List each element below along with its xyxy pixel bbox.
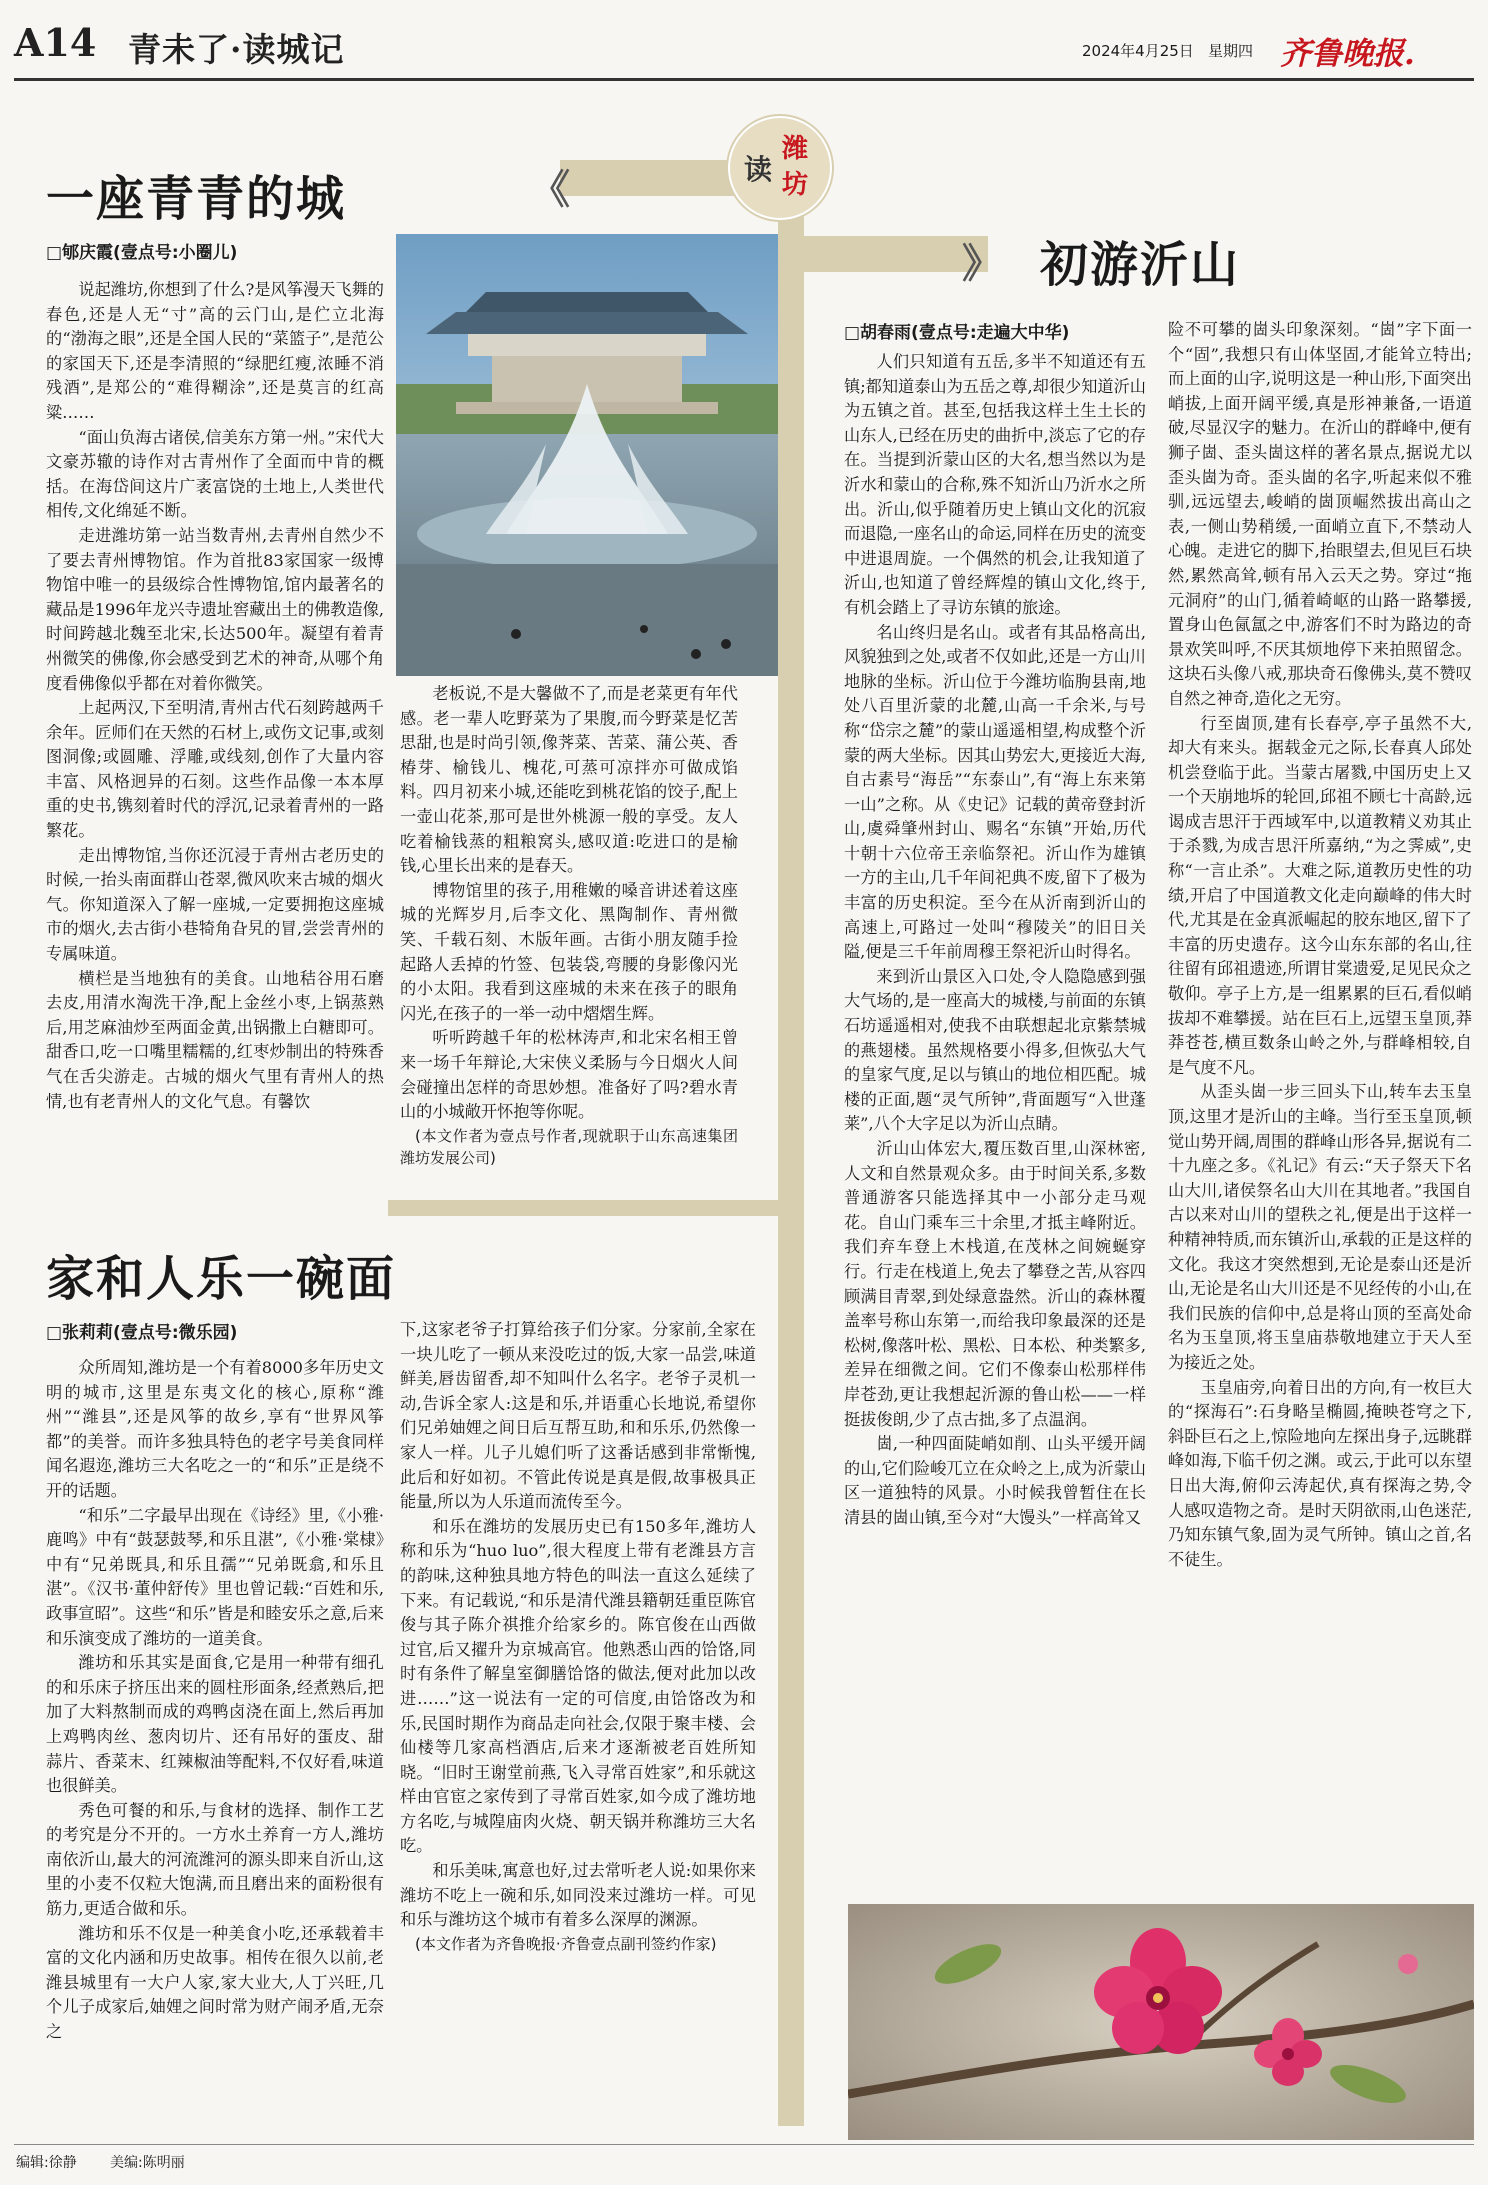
logo-text: 齐鲁晚报 <box>1280 36 1404 72</box>
gold-mid-bar <box>388 1200 804 1216</box>
gold-vertical-bar <box>778 196 804 2126</box>
article2-col1-p1: 众所周知,潍坊是一个有着8000多年历史文明的城市,这里是东夷文化的核心,原称“潍州”“潍县”,还是风筝的故乡,享有“世界风筝都”的美誉。而许多独具特色的老字号美食同样闻名遐迩,潍坊三大名吃之一的“和乐”正是绕不开的话题。 <box>46 1358 384 1500</box>
article3-col2-p2: 行至崮顶,建有长春亭,亭子虽然不大,却大有来头。据载金元之际,长春真人邱处机尝登临于此。当蒙古屠戮,中国历史上又一个天崩地坼的轮回,邱祖不顾七十高龄,远谒成吉思汗于西域军中,以道教精义劝其止于杀戮,为成吉思汗所嘉纳,“为之霁威”,史称“一言止杀”。大难之际,道教历史性的功绩,开启了中国道教文化走向巅峰的伟大时代,尤其是在金真派崛起的胶东地区,留下了丰富的历史遗存。这今山东东部的名山,往往留有邱祖遗迹,所谓甘棠遗爱,足见民众之敬仰。亭子上方,是一组累累的巨石,看似峭拔却不难攀援。站在巨石上,远望玉皇顶,莽莽苍苍,横亘数条山岭之外,与群峰相较,自是气度不凡。 <box>1168 713 1472 1077</box>
article2-byline: □张莉莉(壹点号:微乐园) <box>46 1323 238 1343</box>
article2-col2 <box>400 1318 756 1955</box>
badge-char-fang: 坊 <box>782 170 809 200</box>
article3-title: 初游沂山 <box>1040 237 1241 293</box>
article1-col1 <box>46 278 384 1114</box>
article2-col1-p5: 潍坊和乐不仅是一种美食小吃,还承载着丰富的文化内涵和历史故事。相传在很久以前,老潍县城里有一大户人家,家大业大,人丁兴旺,几个儿子成家后,妯娌之间时常为财产闹矛盾,无奈之 <box>46 1923 384 2042</box>
read-weifang-badge <box>728 116 832 220</box>
section-title: 青未了·读城记 <box>128 30 345 69</box>
article2-col1 <box>46 1356 384 2045</box>
footer-designer: 美编:陈明丽 <box>110 2155 185 2171</box>
badge-char-wei: 潍 <box>782 134 809 164</box>
article1-col1-p2: “面山负海古诸侯,信美东方第一州。”宋代大文豪苏辙的诗作对古青州作了全面而中肯的概括。在海岱间这片广袤富饶的土地上,人类世代相传,文化绵延不断。 <box>46 427 384 521</box>
article2-col1-p2: “和乐”二字最早出现在《诗经》里,《小雅·鹿鸣》中有“鼓瑟鼓琴,和乐且湛”,《小雅·棠棣》中有“兄弟既具,和乐且孺”“兄弟既翕,和乐且湛”。《汉书·董仲舒传》里也曾记载:“百姓和乐,政事宣昭”。这些“和乐”皆是和睦安乐之意,后来和乐演变成了潍坊的一道美食。 <box>46 1505 384 1648</box>
article1-col1-p5: 走出博物馆,当你还沉浸于青州古老历史的时候,一抬头南面群山苍翠,微风吹来古城的烟火气。你知道深入了解一座城,一定要拥抱这座城市的烟火,去古街小巷犄角旮旯的冒,尝尝青州的专属味道。 <box>46 845 384 964</box>
article3-col2-p4: 玉皇庙旁,向着日出的方向,有一枚巨大的“探海石”:石身略呈椭圆,掩映苍穹之下,斜卧巨石之上,惊险地向左探出身子,远眺群峰如海,下临千仞之渊。或云,于此可以东望日出大海,俯仰云涛起伏,真有探海之势,令人感叹造物之奇。是时天阴欲雨,山色迷茫,乃知东镇气象,固为灵气所钟。镇山之首,名不徒生。 <box>1168 1377 1472 1569</box>
article3-col1 <box>844 350 1146 1531</box>
article2-col1-p3: 潍坊和乐其实是面食,它是用一种带有细孔的和乐床子挤压出来的圆柱形面条,经煮熟后,把加了大料熬制而成的鸡鸭卤浇在面上,然后再加上鸡鸭肉丝、葱肉切片、还有吊好的蛋皮、甜蒜片、香菜末、红辣椒油等配料,不仅好看,味道也很鲜美。 <box>46 1653 384 1796</box>
article3-col1-p3: 来到沂山景区入口处,令人隐隐感到强大气场的,是一座高大的城楼,与前面的东镇石坊遥遥相对,使我不由联想起北京紫禁城的燕翅楼。虽然规格要小得多,但恢弘大气的皇家气度,足以与镇山的地位相匹配。城楼的正面,题“灵气所钟”,背面题写“入世蓬莱”,八个大字足以为沂山点睛。 <box>844 966 1146 1134</box>
article1-title: 一座青青的城 <box>46 171 347 227</box>
article3-col2 <box>1168 318 1472 1572</box>
article1-col1-p4: 上起两汉,下至明清,青州古代石刻跨越两千余年。匠师们在天然的石材上,或伤文记事,或刻图洞像;或圆雕、浮雕,或线刻,创作了大量内容丰富、风格迥异的石刻。这些作品像一本本厚重的史书,镌刻着时代的浮沉,记录着青州的一路繁花。 <box>46 698 384 841</box>
article3-col1-p2: 名山终归是名山。或者有其品格高出,风貌独到之处,或者不仅如此,还是一方山川地脉的坐标。沂山位于今潍坊临朐县南,地处八百里沂蒙的北麓,山高一千余米,与号称“岱宗之麓”的蒙山遥遥相望,构成整个沂蒙的两大坐标。因其山势宏大,更接近大海,自古素号“海岳”“东泰山”,有“海上东来第一山”之称。从《史记》记载的黄帝登封沂山,虞舜肇州封山、赐名“东镇”开始,历代十朝十六位帝王亲临祭祀。沂山作为雄镇一方的主山,几千年间祀典不废,留下了极为丰富的历史积淀。至今在从沂南到沂山的高速上,可路过一处叫“穆陵关”的旧日关隘,便是三千年前周穆王祭祀沂山时得名。 <box>844 622 1146 962</box>
article2-title: 家和人乐一碗面 <box>46 1251 397 1307</box>
article1-byline: □郇庆霞(壹点号:小圈儿) <box>46 243 238 263</box>
logo-dot: . <box>1404 36 1415 72</box>
article3-byline: □胡春雨(壹点号:走遍大中华) <box>844 323 1070 343</box>
article3-col1-p1: 人们只知道有五岳,多半不知道还有五镇;都知道泰山为五岳之尊,却很少知道沂山为五镇之首。甚至,包括我这样土生土长的山东人,已经在历史的曲折中,淡忘了它的存在。当提到沂蒙山区的大名,想当然以为是沂水和蒙山的合称,殊不知沂山乃沂水之所出。沂山,似乎随着历史上镇山文化的沉寂而退隐,一座名山的命运,同样在历史的流变中进退周旋。一个偶然的机会,让我知道了沂山,也知道了曾经辉煌的镇山文化,终于,有机会踏上了寻访东镇的旅途。 <box>844 352 1146 617</box>
article1-col1-p1: 说起潍坊,你想到了什么?是风筝漫天飞舞的春色,还是人无“寸”高的云门山,是伫立北海的“渤海之眼”,还是全国人民的“菜篮子”,是范公的家国天下,还是李清照的“绿肥红瘦,浓睡不消残酒”,是郑公的“难得糊涂”,还是莫言的红高粱…… <box>46 280 384 422</box>
article3-col1-p5: 崮,一种四面陡峭如削、山头平缓开阔的山,它们险峻兀立在众岭之上,成为沂蒙山区一道独特的风景。小时候我曾暂住在长清县的崮山镇,至今对“大馒头”一样高耸又 <box>844 1434 1146 1527</box>
article3-col2-p3: 从歪头崮一步三回头下山,转车去玉皇顶,这里才是沂山的主峰。当行至玉皇顶,顿觉山势开阔,周围的群峰山形各异,据说有二十九座之多。《礼记》有云:“天子祭天下名山大川,诸侯祭名山大川在其地者。”我国自古以来对山川的望秩之礼,便是出于这样一种精神特质,而东镇沂山,承载的正是这样的文化。我这才突然想到,无论是泰山还是沂山,无论是名山大川还是不见经传的小山,在我们民族的信仰中,总是将山顶的至高处命名为玉皇顶,将玉皇庙恭敬地建立于天人至为接近之处。 <box>1168 1082 1472 1372</box>
footer-rule <box>14 2144 1474 2145</box>
issue-weekday: 星期四 <box>1208 42 1254 60</box>
article2-col2-p3: 和乐美味,寓意也好,过去常听老人说:如果你来潍坊不吃上一碗和乐,如同没来过潍坊一样。可见和乐与潍坊这个城市有着多么深厚的渊源。 <box>400 1861 756 1930</box>
gold-right-bar <box>804 236 988 272</box>
article1-col1-p3: 走进潍坊第一站当数青州,去青州自然少不了要去青州博物馆。作为首批83家国家一级博物馆中唯一的县级综合性博物馆,馆内最著名的藏品是1996年龙兴寺遗址窖藏出土的佛教造像,时间跨越北魏至北宋,长达500年。凝望有着青州微笑的佛像,你会感受到艺术的神奇,从哪个角度看佛像似乎都在对着你微笑。 <box>46 525 384 693</box>
article1-col2-p1: 老板说,不是大馨做不了,而是老菜更有年代感。老一辈人吃野菜为了果腹,而今野菜是忆苦思甜,也是时尚引领,像荠菜、苦菜、蒲公英、香椿芽、榆钱儿、槐花,可蒸可凉拌亦可做成馅料。四月初来小城,还能吃到桃花馅的饺子,配上一壶山花茶,那可是世外桃源一般的享受。友人吃着榆钱蒸的粗粮窝头,感叹道:吃进口的是榆钱,心里长出来的是春天。 <box>400 684 738 876</box>
article1-author-note: (本文作者为壹点号作者,现就职于山东高速集团潍坊发展公司) <box>400 1126 738 1167</box>
guillemet-left-top: 《 <box>530 166 570 213</box>
article1-col2-p3: 听听跨越千年的松林涛声,和北宋名相王曾来一场千年辩论,大宋侠义柔肠与今日烟火人间会碰撞出怎样的奇思妙想。准备好了吗?碧水青山的小城敞开怀抱等你呢。 <box>400 1028 738 1122</box>
museum-fountain-photo <box>396 234 778 676</box>
badge-char-read: 读 <box>744 153 773 186</box>
article1-col2-p2: 博物馆里的孩子,用稚嫩的嗓音讲述着这座城的光辉岁月,后李文化、黑陶制作、青州微笑、千载石刻、木版年画。古街小朋友随手捡起路人丢掉的竹签、包装袋,弯腰的身影像闪光的小太阳。我看到这座城的未来在孩子的眼角闪光,在孩子的一举一动中熠熠生辉。 <box>400 880 738 1023</box>
article2-col2-p2: 和乐在潍坊的发展历史已有150多年,潍坊人称和乐为“huo luo”,很大程度上带有老潍县方言的韵味,这种独具地方特色的叫法一直这么延续了下来。有记载说,“和乐是清代潍县籍朝廷重臣陈官俊与其子陈介祺推介给家乡的。陈官俊在山西做过官,后又擢升为京城高官。他熟悉山西的饸饹,同时有条件了解皇室御膳饸饹的做法,便对此加以改进……”这一说法有一定的可信度,由饸饹改为和乐,民国时期作为商品走向社会,仅限于聚丰楼、会仙楼等几家高档酒店,后来才逐渐被老百姓所知晓。“旧时王谢堂前燕,飞入寻常百姓家”,和乐就这样由官宦之家传到了寻常百姓家,如今成了潍坊地方名吃,与城隍庙肉火烧、朝天锅并称潍坊三大名吃。 <box>400 1516 756 1856</box>
guillemet-right-top: 》 <box>962 240 1002 287</box>
article2-author-note: (本文作者为齐鲁晚报·齐鲁壹点副刊签约作家) <box>415 1934 717 1953</box>
article3-col1-p4: 沂山山体宏大,覆压数百里,山深林密,人文和自然景观众多。由于时间关系,多数普通游客只能选择其中一小部分走马观花。自山门乘车三十余里,才抵主峰附近。我们弃车登上木栈道,在茂林之间婉蜒穿行。行走在栈道上,免去了攀登之苦,从容四顾满目青翠,到处绿意盎然。沂山的森林覆盖率号称山东第一,而给我印象最深的还是松树,像落叶松、黑松、日本松、种类繁多,差异在细微之间。它们不像泰山松那样伟岸苍劲,更让我想起沂源的鲁山松——一样挺拔俊朗,少了点古拙,多了点温润。 <box>844 1139 1146 1429</box>
article1-col2 <box>400 682 738 1169</box>
page-number: A14 <box>14 20 97 65</box>
article3-col2-p1: 险不可攀的崮头印象深刻。“崮”字下面一个“固”,我想只有山体坚固,才能耸立特出;而上面的山字,说明这是一种山形,下面突出峭拔,上面开阔平缓,真是形神兼备,一语道破,尽显汉字的魅力。在沂山的群峰中,便有狮子崮、歪头崮这样的著名景点,据说尤以歪头崮为奇。歪头崮的名字,听起来似不雅驯,远远望去,峻峭的崮顶崛然拔出高山之表,一侧山势稍缓,一面峭立直下,不禁动人心魄。走进它的脚下,抬眼望去,但见巨石块然,累然高耸,顿有吊入云天之势。穿过“拖元洞府”的山门,循着崎岖的山路一路攀援,置身山色氤氲之中,游客们不时为路边的奇景欢笑叫呼,不厌其烦地停下来拍照留念。这块石头像八戒,那块奇石像佛头,莫不赞叹自然之神奇,造化之无穷。 <box>1168 320 1472 708</box>
footer-editor: 编辑:徐静 <box>16 2155 77 2171</box>
issue-date: 2024年4月25日 <box>1082 42 1194 60</box>
article2-col1-p4: 秀色可餐的和乐,与食材的选择、制作工艺的考究是分不开的。一方水土养育一方人,潍坊南依沂山,最大的河流潍河的源头即来自沂山,这里的小麦不仅粒大饱满,而且磨出来的面粉很有筋力,更适合做和乐。 <box>46 1800 384 1919</box>
article1-col1-p6: 横栏是当地独有的美食。山地秸谷用石磨去皮,用清水淘洗干净,配上金丝小枣,上锅蒸熟后,用芝麻油炒至两面金黄,出锅撒上白糖即可。甜香口,吃一口嘴里糯糯的,红枣炒制出的特殊香气在舌尖游走。古城的烟火气里有青州人的热情,也有老青州人的文化气息。有馨饮 <box>46 968 384 1111</box>
article2-col2-p1: 下,这家老爷子打算给孩子们分家。分家前,全家在一块儿吃了一顿从来没吃过的饭,大家一品尝,味道鲜美,唇齿留香,却不知叫什么名字。老爷子灵机一动,告诉全家人:这是和乐,并语重心长地说,希望你们兄弟妯娌之间日后互帮互助,和和乐乐,仍然像一家人一样。儿子儿媳们听了这番话感到非常惭愧,此后和好如初。不管此传说是真是假,故事极具正能量,所以为人乐道而流传至今。 <box>400 1320 756 1512</box>
peach-blossom-photo <box>848 1904 1474 2140</box>
